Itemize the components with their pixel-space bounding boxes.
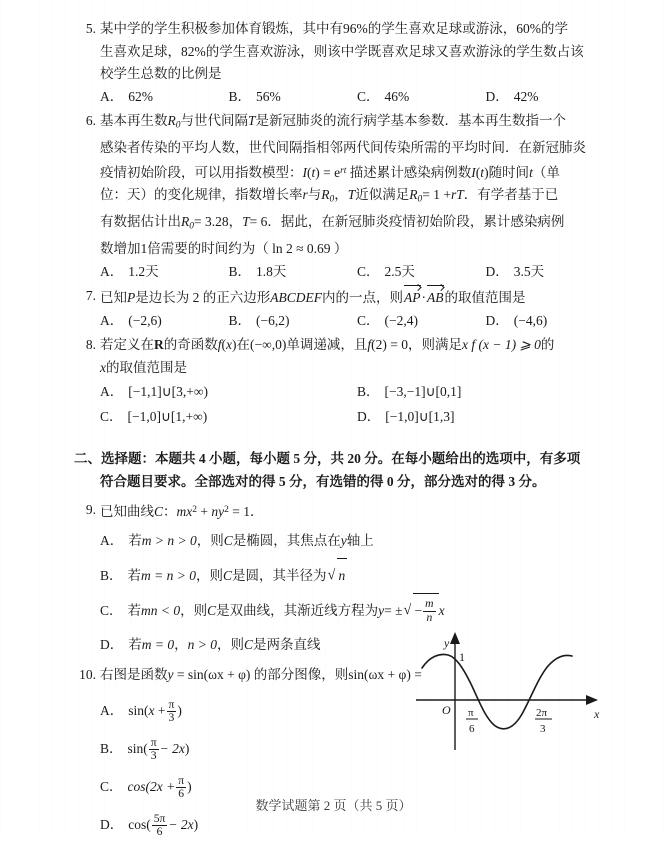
option-b-text: [−3,−1]∪[0,1]: [384, 384, 462, 400]
option-d-label: D．: [485, 88, 509, 104]
page-footer: 数学试题第 2 页（共 5 页）: [255, 798, 412, 813]
fraction-pi-over-3: [149, 737, 159, 763]
q9-sup2: 2: [224, 505, 229, 516]
q9-c-b: ，则: [180, 602, 208, 618]
q6-R2: R: [321, 187, 330, 203]
vector-ap: AP: [404, 285, 421, 310]
q6-R4-sub: 0: [189, 221, 194, 232]
question-7-option-b[interactable]: [229, 310, 358, 333]
option-b-label: B．: [100, 567, 123, 583]
question-6-stem-line-1: [100, 110, 614, 137]
q8-a: 若定义在: [100, 337, 154, 353]
question-8-option-c[interactable]: [100, 404, 357, 429]
question-9-option-b[interactable]: [100, 558, 614, 593]
q6-l4-a: 位：天）的变化规律，指数增长率: [100, 187, 303, 203]
q9-a-y: y: [340, 532, 347, 548]
q6-l3-c: 随时间: [488, 164, 530, 180]
q9-eq: = 1: [232, 504, 250, 520]
question-5-option-c[interactable]: [357, 86, 486, 109]
q9-curve-C: C: [154, 504, 164, 520]
question-8-stem-line-2: [100, 357, 614, 380]
frac-denominator: 6: [152, 825, 168, 839]
option-d-text: 42%: [513, 88, 539, 104]
q6-I: I: [302, 164, 307, 180]
q9-a-C: C: [223, 532, 233, 548]
question-7-option-c[interactable]: [357, 310, 486, 333]
question-5-options: [100, 86, 614, 109]
q8-c: 在: [236, 337, 251, 353]
question-6-option-d[interactable]: [486, 261, 615, 284]
q10-c-fn: cos(2x +: [127, 779, 176, 795]
q9-m: m: [176, 504, 187, 520]
question-7-stem: [100, 285, 614, 310]
question-9-stem-line-1: [100, 499, 614, 523]
q9-a-a: 若: [128, 532, 142, 548]
q9-b-C: C: [223, 567, 233, 583]
vector-ab: AB: [427, 285, 444, 310]
question-5-option-d[interactable]: [486, 86, 615, 109]
q10-d-close: ): [193, 817, 199, 833]
option-b-label: B．: [228, 263, 252, 279]
q6-R: R: [167, 113, 176, 128]
q8-f2: f: [367, 337, 372, 353]
q9-a-d: 轴上: [346, 532, 374, 548]
q10-eq: = sin(ωx + φ): [176, 666, 251, 682]
option-d-label: D．: [100, 817, 124, 833]
question-7-options: [100, 310, 614, 333]
q6-R3-sub: 0: [417, 194, 423, 205]
q9-c-y: y: [378, 602, 385, 618]
q9-c-a: 若: [127, 602, 142, 618]
radical-sign: √: [403, 602, 412, 619]
q6-eq: = e: [323, 164, 341, 180]
q6-l4-d: 近似满足: [355, 187, 410, 203]
q6-I2: I: [471, 164, 476, 180]
q8-f: f: [217, 337, 222, 353]
question-6-stem-line-4: [100, 184, 614, 211]
q9-c-c: 是双曲线，其渐近线方程为: [216, 602, 379, 618]
q6-l3-a: 疫情初始阶段，可以用指数模型：: [100, 164, 303, 180]
option-a-text: [−1,1]∪[3,+∞): [128, 384, 208, 400]
q8-real-set: R: [154, 337, 164, 353]
q7-c: 内的一点，则: [322, 290, 403, 306]
q8-x: x: [226, 337, 233, 353]
q6-R-sub: 0: [175, 120, 181, 131]
frac-numerator: m: [425, 597, 434, 611]
x-axis-label: x: [594, 707, 600, 721]
option-b-text: 56%: [256, 88, 281, 104]
q9-d-d: 是两条直线: [253, 636, 321, 652]
q9-n: n: [211, 504, 219, 520]
q10-d-fn: cos(: [128, 817, 151, 833]
option-b-label: B．: [228, 88, 252, 104]
q8-d: 单调递减，且: [286, 337, 368, 353]
option-c-label: C．: [357, 312, 380, 328]
q9-d-n: n > 0: [187, 636, 217, 652]
question-8-stem: [100, 334, 614, 379]
q6-R2-sub: 0: [329, 194, 335, 205]
q8-b: 的奇函数: [163, 337, 218, 353]
question-9-option-a[interactable]: [100, 524, 614, 558]
question-9-number: 9.: [85, 502, 96, 518]
sqrt-neg-m-over-n: [404, 593, 439, 628]
option-c-label: C．: [357, 88, 380, 104]
q6-l5-a: 有数据估计出: [100, 214, 181, 230]
q6-R0-2: [321, 187, 335, 205]
q6-R0-4: [181, 214, 194, 232]
q9-a: 已知曲线: [100, 504, 154, 520]
radicand: [413, 593, 439, 628]
q10-a: 右图是函数: [100, 666, 168, 682]
q9-d-b: ，: [174, 636, 188, 652]
q8-x2: x: [100, 359, 106, 375]
q6-l3-b: 描述累计感染病例数: [349, 164, 472, 180]
option-a-text: (−2,6): [128, 312, 162, 328]
question-6-stem-line-6: 数增加1倍需要的时间约为（ ln 2 ≈ 0.69 ）: [100, 241, 348, 257]
q6-t: t: [311, 164, 316, 180]
q10-d-rest: − 2x: [168, 817, 194, 833]
q8-f2-val: (2) = 0: [371, 337, 408, 353]
question-9-option-c[interactable]: [100, 593, 614, 628]
option-c-label: C．: [100, 779, 123, 795]
q10-b: 的部分图像，则: [253, 666, 349, 682]
question-5-stem-line-3: 校学生总数的比例是: [100, 66, 222, 81]
q6-rT: rT: [450, 187, 464, 203]
option-b-label: B．: [228, 312, 252, 328]
q10-a-close: ): [177, 703, 182, 719]
q8-l2-a: 的取值范围是: [106, 359, 187, 375]
option-c-text: (−2,4): [384, 312, 418, 328]
option-d-label: D．: [485, 312, 509, 328]
q10-y: y: [167, 666, 174, 682]
question-6-stem: [100, 110, 614, 261]
section-two-heading: [74, 447, 614, 493]
q6-T3: T: [242, 214, 250, 230]
q6-t2: t: [480, 164, 485, 180]
question-5-stem-line-2: 生喜欢足球，82%的学生喜欢游泳，则该中学既喜欢足球又喜欢游泳的学生数占该: [100, 43, 584, 59]
frac-denominator: 6: [176, 787, 186, 801]
question-6: [74, 110, 614, 283]
q8-inequality: x f (x − 1) ⩾ 0: [462, 337, 541, 353]
option-a-label: A．: [100, 384, 124, 400]
q6-l1-a: 基本再生数: [100, 113, 168, 128]
q6-R3: R: [409, 187, 418, 203]
question-5-option-a[interactable]: [100, 86, 229, 109]
tick-pi-6-denominator: 6: [469, 723, 475, 735]
y-axis-label: y: [444, 636, 450, 650]
q9-c-minus: −: [414, 602, 423, 618]
question-8-number: 8.: [85, 337, 96, 353]
question-6-stem-line-5: [100, 211, 614, 238]
peak-value-label: 1: [459, 650, 465, 664]
q9-c-x: x: [438, 602, 445, 618]
y-axis-arrow: [450, 632, 460, 644]
question-6-stem-line-2: 感染者传染的平均人数，世代间隔指相邻两代间传染所需的平均时间．在新冠肺炎: [100, 140, 586, 156]
q6-r: r: [302, 187, 308, 203]
q9-x: x: [186, 504, 193, 520]
sine-curve-figure: [408, 628, 608, 768]
question-6-option-c[interactable]: [357, 261, 486, 284]
question-6-option-b[interactable]: [229, 261, 358, 284]
q9-b-cond: m = n > 0: [141, 567, 196, 583]
option-b-label: B．: [357, 384, 380, 400]
question-10-number: 10.: [79, 666, 96, 682]
q6-T-val: = 6: [249, 214, 268, 230]
q6-T2: T: [347, 187, 356, 203]
q9-b-a: 若: [127, 567, 142, 583]
q9-a-c: 是椭圆，其焦点在: [232, 532, 341, 548]
option-b-text: (−6,2): [256, 312, 290, 328]
q9-a-cond: m > n > 0: [141, 532, 197, 548]
q9-c-eq: = ±: [384, 602, 403, 618]
option-c-label: C．: [100, 602, 123, 618]
option-d-label: D．: [485, 263, 509, 279]
fraction-5pi-over-6: [152, 813, 168, 839]
q7-b: 是边长为 2 的正六边形: [135, 290, 271, 306]
fraction-m-over-n: [423, 598, 435, 624]
q10-sin: sin(ωx + φ) =: [348, 666, 422, 682]
question-5-stem: [100, 18, 614, 86]
option-a-text: 62%: [128, 88, 153, 104]
dot-operator: ·: [421, 290, 426, 306]
q10-c-close: ): [187, 779, 192, 795]
section-two-line-1: 二、选择题：本题共 4 小题，每小题 5 分，共 20 分。在每小题给出的选项中，有多项: [74, 451, 581, 467]
option-b-text: 1.8天: [256, 263, 287, 279]
question-8-stem-line-1: 若定义在R的奇函数f(x)在(−∞,0)单调递减，且f(2) = 0，则满足x f (x − 1) ⩾ 0的: [100, 337, 555, 353]
q6-exp: rt: [340, 165, 347, 176]
q9-c-C: C: [207, 602, 217, 618]
option-d-label: D．: [100, 636, 124, 652]
option-d-text: (−4,6): [513, 312, 548, 328]
frac-denominator: 3: [149, 749, 159, 763]
sine-curve-path: [422, 654, 572, 728]
radical-sign: √: [327, 567, 336, 584]
option-a-text: 1.2天: [128, 263, 159, 279]
option-c-label: C．: [100, 409, 123, 425]
question-8: [74, 334, 614, 429]
q9-d-m: m = 0: [141, 636, 175, 652]
q8-g: 的: [540, 337, 555, 353]
q8-interval: (−∞,0): [250, 337, 287, 353]
q10-b-rest: − 2x: [159, 741, 185, 757]
q9-a-b: ，则: [196, 532, 224, 548]
q9-sup1: 2: [192, 505, 197, 516]
tick-2pi-3-numerator: 2π: [536, 707, 548, 719]
question-5-option-b[interactable]: [229, 86, 358, 109]
q7-ABCDEF: ABCDEF: [270, 290, 322, 306]
q8-e: ，则满足: [408, 337, 462, 353]
q6-symbol-T: T: [247, 113, 256, 128]
q6-l5-c: ．据此，在新冠肺炎疫情初始阶段，累计感染病例: [267, 214, 565, 230]
option-c-text: 2.5天: [384, 263, 415, 279]
q9-b-b: ，则: [196, 567, 223, 583]
q6-symbol-R0: [167, 113, 181, 131]
question-7-option-d[interactable]: [486, 310, 615, 333]
q9-y: y: [218, 504, 225, 520]
question-5-number: 5.: [85, 21, 96, 36]
frac-denominator: n: [423, 611, 435, 625]
q9-c-cond: mn < 0: [141, 602, 181, 618]
option-d-text: 3.5天: [513, 263, 545, 279]
question-7-number: 7.: [85, 288, 96, 304]
q10-b-fn: sin(: [127, 741, 148, 757]
option-d-text: [−1,0]∪[1,3]: [385, 409, 455, 425]
q10-b-close: ): [184, 741, 190, 757]
q6-R0-3: [409, 187, 423, 205]
q9-b-c: 是圆，其半径为: [232, 567, 327, 583]
q9-d-a: 若: [128, 636, 142, 652]
option-a-label: A．: [100, 703, 124, 719]
q6-R-val: = 3.28: [193, 214, 229, 230]
q9-d-C: C: [243, 636, 253, 652]
fraction-pi-over-3: [167, 699, 177, 725]
question-7-stem-line-1: [100, 285, 614, 310]
q9-d-c: ，则: [216, 636, 244, 652]
q10-a-fn: sin(: [128, 703, 149, 719]
q6-tvar: t: [529, 164, 533, 180]
frac-numerator: π: [168, 697, 175, 711]
question-6-number: 6.: [85, 113, 96, 128]
option-a-label: A．: [100, 263, 124, 279]
question-6-option-a[interactable]: [100, 261, 229, 284]
q9-plus: +: [200, 504, 208, 520]
frac-numerator: π: [178, 773, 185, 787]
frac-numerator: π: [150, 735, 157, 749]
option-a-label: A．: [100, 312, 124, 328]
question-8-option-b[interactable]: [357, 379, 614, 404]
q6-eq2: = 1 +: [422, 187, 451, 203]
option-c-text: [−1,0]∪[1,+∞): [127, 409, 208, 425]
frac-numerator: 5π: [153, 811, 166, 825]
tick-2pi-3-denominator: 3: [540, 723, 546, 735]
tick-pi-6-numerator: π: [468, 707, 474, 719]
sqrt-n: [328, 558, 348, 593]
q9-colon: ：: [163, 504, 177, 520]
q6-l1-b: 与世代间隔: [180, 113, 248, 128]
q6-l3-d: （单: [532, 164, 560, 180]
origin-label: O: [442, 703, 451, 717]
q6-l5-b: ，: [228, 214, 243, 230]
sine-curve-svg: [408, 628, 608, 768]
question-6-stem-line-3: 疫情初始阶段，可以用指数模型：$I(t) = e^{rt}$ 描述累计感染病例数I(t)随时间t（单: [100, 164, 560, 180]
question-7: [74, 285, 614, 332]
option-c-text: 46%: [384, 88, 410, 104]
question-5: [74, 18, 614, 108]
q6-l4-b: 与: [307, 187, 322, 203]
option-a-label: A．: [100, 88, 124, 104]
q6-l4-c: ，: [334, 187, 348, 203]
x-axis-arrow: [586, 695, 598, 705]
option-b-label: B．: [100, 741, 123, 757]
frac-denominator: 3: [167, 711, 177, 725]
q7-a: 已知: [100, 290, 127, 306]
q6-l1-c: 是新冠肺炎的流行病学基本参数．基本再生数指一个: [255, 113, 566, 128]
q9-end: ．: [249, 504, 264, 520]
q9-b-rad: n: [337, 558, 348, 593]
question-8-options-row-1: [100, 379, 614, 404]
q10-a-x: x: [148, 703, 155, 719]
question-6-options: [100, 261, 614, 284]
section-two-line-2: 符合题目要求。全部选对的得 5 分，有选错的得 0 分，部分选对的得 3 分。: [100, 474, 546, 490]
question-8-option-d[interactable]: [357, 404, 614, 429]
question-8-option-a[interactable]: [100, 379, 357, 404]
q7-d: 的取值范围是: [444, 290, 526, 306]
question-9-stem: [100, 499, 614, 523]
q6-R4: R: [181, 214, 190, 230]
option-c-label: C．: [357, 263, 380, 279]
option-d-label: D．: [357, 409, 381, 425]
question-7-option-a[interactable]: [100, 310, 229, 333]
question-8-options-row-2: [100, 404, 614, 429]
q10-a-plus: +: [157, 703, 166, 719]
question-5-stem-line-1: 某中学的学生积极参加体育锻炼，其中有96%的学生喜欢足球或游泳，60%的学: [100, 21, 568, 36]
option-a-label: A．: [100, 532, 124, 548]
q7-P: P: [127, 290, 136, 306]
q6-l4-e: ．有学者基于已: [463, 187, 559, 203]
